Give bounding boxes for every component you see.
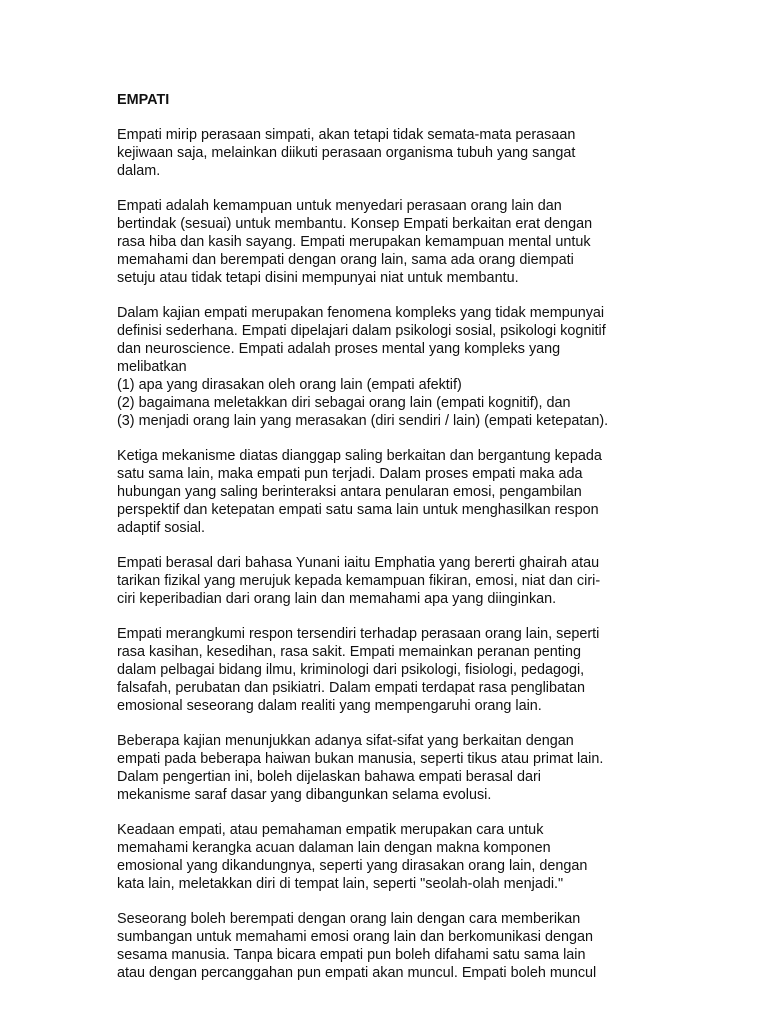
- paragraph-line: perspektif dan ketepatan empati satu sama lain untuk menghasilkan respon: [117, 502, 599, 518]
- paragraph-line: kata lain, meletakkan diri di tempat lain, seperti "seolah-olah menjadi.": [117, 876, 564, 892]
- paragraph-line: satu sama lain, maka empati pun terjadi. Dalam proses empati maka ada: [117, 466, 583, 482]
- paragraph-line: emosional seseorang dalam realiti yang mempengaruhi orang lain.: [117, 698, 542, 714]
- paragraph: [117, 732, 657, 804]
- paragraph-line: Ketiga mekanisme diatas dianggap saling berkaitan dan bergantung kepada: [117, 448, 602, 464]
- paragraph-line: Dalam kajian empati merupakan fenomena kompleks yang tidak mempunyai: [117, 305, 605, 321]
- paragraph-line: Empati berasal dari bahasa Yunani iaitu Emphatia yang bererti ghairah atau: [117, 555, 600, 571]
- paragraph-line: rasa kasihan, kesedihan, rasa sakit. Empati memainkan peranan penting: [117, 644, 581, 660]
- paragraph-line: kejiwaan saja, melainkan diikuti perasaan organisma tubuh yang sangat: [117, 145, 576, 161]
- paragraph-line: dalam pelbagai bidang ilmu, kriminologi dari psikologi, fisiologi, pedagogi,: [117, 662, 585, 678]
- paragraph-line: adaptif sosial.: [117, 520, 205, 536]
- paragraph-line: emosional yang dikandungnya, seperti yang dirasakan orang lain, dengan: [117, 858, 588, 874]
- paragraph: [117, 126, 657, 180]
- paragraph-list: [117, 126, 657, 982]
- paragraph-line: Dalam pengertian ini, boleh dijelaskan bahawa empati berasal dari: [117, 769, 541, 785]
- paragraph-line: falsafah, perubatan dan psikiatri. Dalam empati terdapat rasa penglibatan: [117, 680, 585, 696]
- paragraph-line: ciri keperibadian dari orang lain dan memahami apa yang diinginkan.: [117, 591, 557, 607]
- paragraph: [117, 625, 657, 715]
- paragraph-line: Empati adalah kemampuan untuk menyedari perasaan orang lain dan: [117, 198, 562, 214]
- paragraph-line: definisi sederhana. Empati dipelajari dalam psikologi sosial, psikologi kognitif: [117, 323, 606, 339]
- paragraph-line: bertindak (sesuai) untuk membantu. Konsep Empati berkaitan erat dengan: [117, 216, 593, 232]
- paragraph-line: (2) bagaimana meletakkan diri sebagai orang lain (empati kognitif), dan: [117, 395, 571, 411]
- paragraph-line: rasa hiba dan kasih sayang. Empati merupakan kemampuan mental untuk: [117, 234, 591, 250]
- paragraph-line: dan neuroscience. Empati adalah proses mental yang kompleks yang: [117, 341, 561, 357]
- paragraph-line: melibatkan: [117, 359, 187, 375]
- paragraph-line: Beberapa kajian menunjukkan adanya sifat-sifat yang berkaitan dengan: [117, 733, 574, 749]
- paragraph: [117, 197, 657, 287]
- paragraph-line: mekanisme saraf dasar yang dibangunkan selama evolusi.: [117, 787, 492, 803]
- paragraph-line: sesama manusia. Tanpa bicara empati pun boleh difahami satu sama lain: [117, 947, 586, 963]
- paragraph-line: dalam.: [117, 163, 161, 179]
- paragraph-line: (1) apa yang dirasakan oleh orang lain (empati afektif): [117, 377, 462, 393]
- paragraph: [117, 447, 657, 537]
- paragraph-line: sumbangan untuk memahami emosi orang lain dan berkomunikasi dengan: [117, 929, 593, 945]
- paragraph-line: tarikan fizikal yang merujuk kepada kemampuan fikiran, emosi, niat dan ciri-: [117, 573, 601, 589]
- paragraph-line: atau dengan percanggahan pun empati akan muncul. Empati boleh muncul: [117, 965, 597, 981]
- paragraph-line: (3) menjadi orang lain yang merasakan (diri sendiri / lain) (empati ketepatan).: [117, 413, 609, 429]
- paragraph-line: Seseorang boleh berempati dengan orang lain dengan cara memberikan: [117, 911, 581, 927]
- paragraph-line: Empati mirip perasaan simpati, akan tetapi tidak semata-mata perasaan: [117, 127, 576, 143]
- document-body: [117, 91, 657, 999]
- paragraph-line: memahami dan berempati dengan orang lain, sama ada orang diempati: [117, 252, 574, 268]
- paragraph: [117, 910, 657, 982]
- paragraph-line: hubungan yang saling berinteraksi antara penularan emosi, pengambilan: [117, 484, 582, 500]
- paragraph: [117, 821, 657, 893]
- document-title: EMPATI: [117, 92, 170, 108]
- paragraph-line: memahami kerangka acuan dalaman lain dengan makna komponen: [117, 840, 551, 856]
- paragraph: [117, 554, 657, 608]
- paragraph-line: Empati merangkumi respon tersendiri terhadap perasaan orang lain, seperti: [117, 626, 600, 642]
- paragraph-line: empati pada beberapa haiwan bukan manusia, seperti tikus atau primat lain.: [117, 751, 604, 767]
- paragraph-line: setuju atau tidak tetapi disini mempunyai niat untuk membantu.: [117, 270, 519, 286]
- paragraph: [117, 304, 657, 430]
- paragraph-line: Keadaan empati, atau pemahaman empatik merupakan cara untuk: [117, 822, 544, 838]
